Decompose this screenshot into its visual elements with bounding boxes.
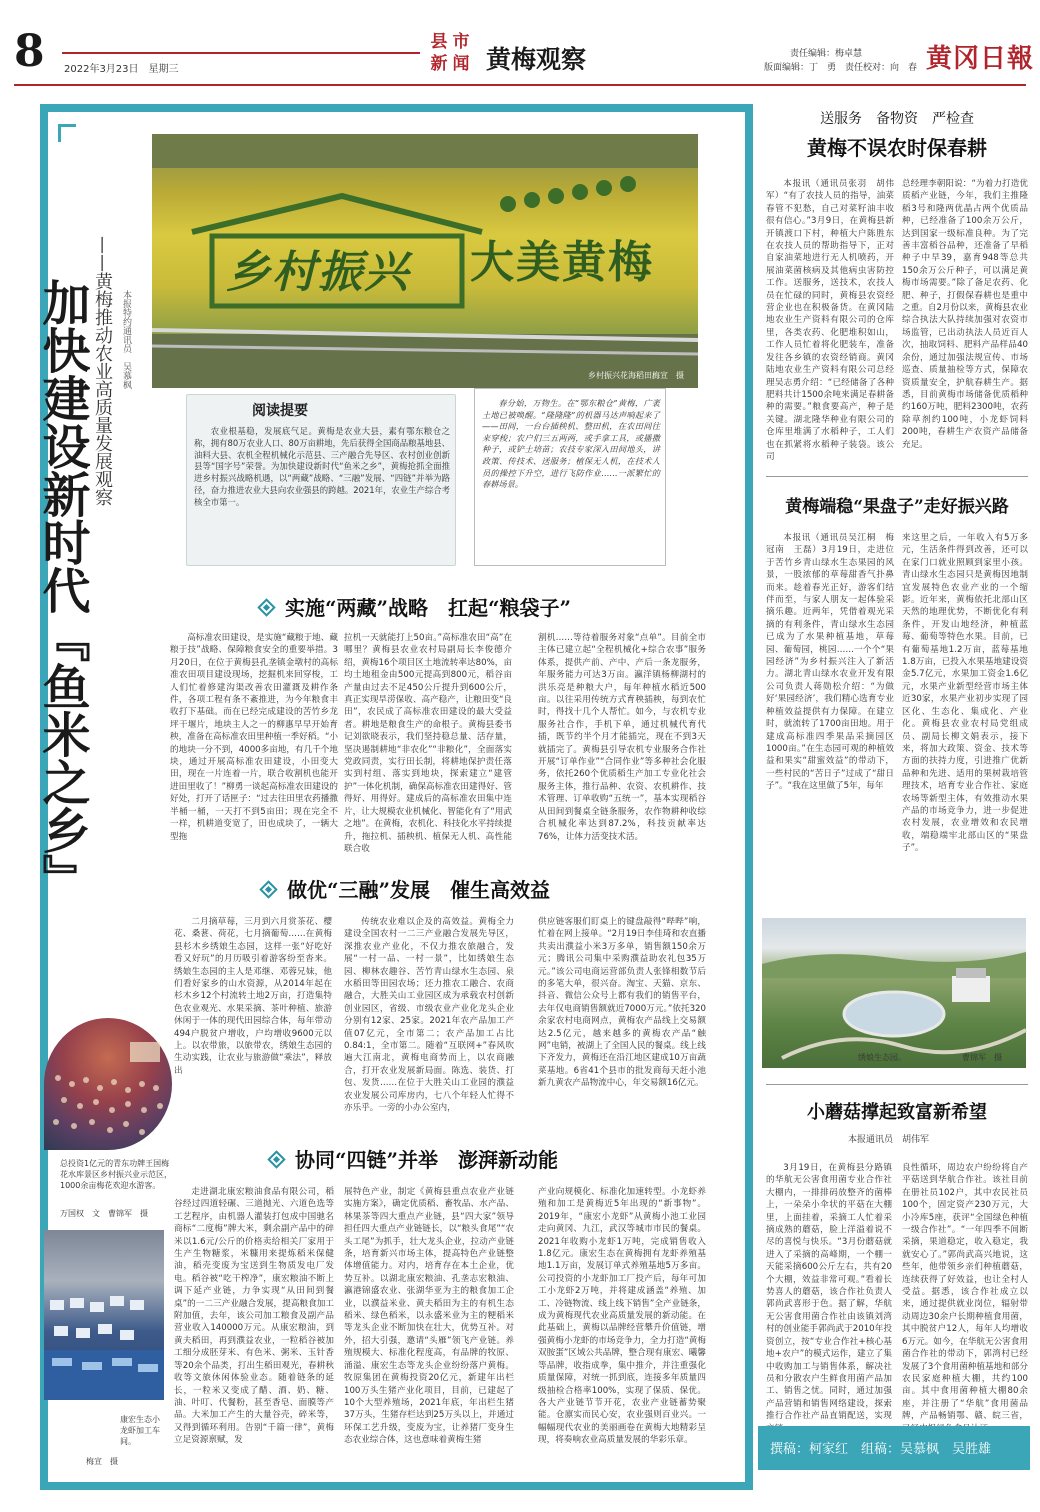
plant-credit: 梅宣 摄	[86, 1457, 118, 1466]
section3-col2: 展特色产业，制定《黄梅县重点农业产业链实施方案》，确定优质稻、畜牧品、水产品、林果茶等四大重点产业链，县“四大家”领导担任四大重点产业链链长，以“粮头食尾”“农头工尾”为抓手，壮大龙头企业，拉动产业链条，培育新兴市场主体，提高特色产业链整体增值能力。对内，培育存在本土企业，优势互补。以湖北康宏粮油、孔垄志宏粮油、瀛港锦盛农业、张湖华亚为主的粮食加工企业，以濮益米业、黄夫稻田为主的有机生态稻米、绿色稻米，以永盛米业为主的粳稻米等龙头企业不断加快在壮大，优势互补。对外，招大引强，邀请“头雁”领飞产业链。养殖规模大、标准化程度高，有品牌的牧原、涌溢、康宏生态等龙头企业纷纷落户黄梅。牧原集团在黄梅投资20亿元，新建年出栏100万头生猪产业化项目，目前，已建起了10个大型养殖场，2021年底，年出栏生猪37万头，生猪存栏达到25万头以上，并通过环保工艺升级，变废为宝，让养猪厂变身生态农业综合体，这也意味着黄梅生猪	[344, 1187, 514, 1446]
footer-credits: 撰稿：柯家红 组稿：吴慕枫 吴胜雄	[770, 1442, 992, 1457]
intro-text: 春分始，万物生。在“鄂东粮仓”黄梅，广袤土地已被唤醒。“隆隆隆”的机器马达声响起来了——田间，一台台插秧机、整田机，在农田间往来穿梭；农户们三五两两，或手拿工具，或播撒种子，或铲土培苗；农技专家深入田间地头，讲政策、传技术、送服务；植保无人机，在技术人员的操控下升空，进行飞防作业……一派繁忙的春耕场景。	[482, 398, 660, 490]
header-rule	[14, 84, 1026, 86]
reading-tips-body: 农业根基稳，发展底气足。黄梅是农业大县，素有鄂东粮仓之称，拥有80万农业人口、80万亩耕地，先后获得全国商品粮基地县、油料大县、农机全程机械化示范县、三产融合先导区、农村创业创新县等“国字号”荣誉。为加快建设新时代“鱼米之乡”，黄梅抢抓全面推进乡村振兴战略机遇，以“两藏”战略、“三融”发展、“四链”并举为路径，奋力推进农业大县向农业强县的跨越。2021年，农业生产综合考核全市第一。	[194, 426, 450, 507]
section-marker-icon	[259, 880, 277, 898]
plant-caption: 康宏生态小龙虾加工车间。	[120, 1415, 160, 1446]
section1-col1: 高标准农田建设，是实施“藏粮于地、藏粮于技”战略、保障粮食安全的重要举措。3月20日，在位于黄梅县孔垄镇金墩村的高标准农田项目建设现场，挖掘机来回穿梭，工人们忙着修建沟渠改善农田灌溉及耕作条件，各项工程有条不紊推进，为今年粮食丰收打下基础。而在已经完成建设的苦竹乡龙坪干堰片，地块主人之一的柳惠早早开始育秧，准备在高标准农田里种植一季好稻。“小的地块一分不到，4000多亩地，有几千个地块，通过开展高标准农田建设，小田变大田，现在一片连着一片，联合收割机也能开进田里收了！”柳勇一谈起高标准农田建设的好处，打开了话匣子：“过去往田里农药播撒半桶一桶，一天打不到5亩田；现在完全不一样，机耕道变宽了，田也成块了，一辆大型拖	[170, 633, 338, 842]
main-headline: 加快建设新时代『鱼米之乡』	[34, 278, 90, 902]
section3-col3: 产业向规模化、标准化加速转型。小龙虾养殖和加工是黄梅近5年出现的“新事物”。2019年，“康宏小龙虾”从黄梅小池工业园走向黄冈、九江，武汉等城市市民的餐桌。2021年收购小龙虾1万吨，完成销售收入1.8亿元。康宏生态在黄梅拥有龙虾养殖基地1.1万亩，发展订单式养殖基地5万多亩。公司投资的小龙虾加工厂投产后，每年可加工小龙虾2万吨，并将建成涵盖“养殖、加工、冷链物流、线上线下销售”全产业链条，成为黄梅现代农业高质量发展的新动能。在此基础上，黄梅以品牌经营攀升价值链，增强黄梅小龙虾的市场竞争力，全力打造“黄梅双胺蛋”区域公共品牌，整合现有康宏、曦馨等品牌，收指成拳，集中推介，并注重强化质量保障，对统一抓到底，连接多年质量四级抽检合格率100%，实现了保质、保优。各大产业链节节开花，农业产业链蓄势聚能。仓廪实而民心安，农业强则百业兴。一幅幅现代农业的美丽画卷在黄梅大地精彩呈现，将奏响农业高质量发展的华彩乐章。	[538, 1187, 706, 1446]
editor-line-2: 版面编辑：丁 勇 责任校对：向 春	[764, 63, 918, 73]
section1-heading	[260, 592, 571, 621]
article3-byline: 本报通讯员 胡伟军	[848, 1135, 930, 1145]
section3-title: 协同“四链”并举 澎湃新动能	[295, 1148, 559, 1172]
section2-heading	[262, 874, 550, 903]
article3-title: 小蘑菇撑起致富新希望	[807, 1102, 987, 1123]
field-text-a: 乡村振兴	[226, 247, 410, 298]
festival-caption: 总投资1亿元的青东功牌王国梅花水库景区乡村振兴业示范区，1000余亩梅花欢迎水游客。	[60, 1159, 172, 1190]
section2-col1: 二月摘草莓，三月到六月赏茶花、樱花、桑葚、荷花，七月摘葡萄……在黄梅县杉木乡绣娘生态园，这样一张“好吃好看又好玩”的月历吸引着游客纷至沓来。绣娘生态园的主人是邓继、邓蓉兄妹，他们看好家乡的山水资源，从2014年起在杉木乡12个村流转土地2万亩，打造集特色农业观光、水果采摘、茶叶种植、旅游休闲于一体的现代田园综合体，每年带动494户脱贫户增收，户均增收9600元以上。以农带旅，以旅带农，绣娘生态园的生动实践，让农业与旅游做“乘法”，释放出	[174, 917, 332, 1076]
park-caption: 绣娘生态园。	[858, 1053, 906, 1062]
festival-credit: 万国权 文 曹锦军 摄	[60, 1209, 148, 1218]
aerial-credit: 梅宣 摄	[652, 371, 684, 380]
article3-col2: 良性循环，周边农户纷纷将自产平菇送到华航合作社。该社目前在册社员102户，其中农民社员100个，固定资产230万元，大小冷库5座，获评“全国绿色种植一级合作社”。“一年四季不间断采摘，果道稳定，收入稳定，我就安心了。”郭尚武高兴地说，这些年，他带领乡亲们种植蘑菇，连续获得了好效益，也让全村人受益。据悉，该合作社成立以来，通过提供就业岗位，辐射带动周边30余户长期种植食用菌，其中脱贫户12人，每年人均增收6万元。如今，在华航无公害食用菌合作社的带动下，郭湾村已经发展了3个食用菌种植基地和部分农民家庭种植大棚，共约100亩。其中食用菌种植大棚80余座，并注册了“华航”食用菌品牌，产品畅销鄂、赣、皖三省，	[902, 1163, 1028, 1422]
rule-1	[766, 476, 1028, 477]
section3-heading	[270, 1144, 558, 1173]
editor-line-1: 责任编辑：梅卓慧	[790, 49, 863, 59]
rule-2	[766, 1084, 1028, 1085]
section-marker-icon	[257, 598, 275, 616]
park-credit: 曹锦军 摄	[962, 1053, 1002, 1062]
article1-col1: 本报讯（通讯员张羽 胡伟军）“有了农技人员的指导，油菜春管不犯愁，自己对菜籽油丰收很有信心。”3月9日，在黄梅县新开镇渡口下村，种植大户陈胜东在农技人员的帮助指导下，正对自家油菜地进行无人机喷药，开展油菜菌核病及其他病虫害防控工作。送服务，送技术，农技人员在忙碌的同时，黄梅县农资经营企业也在积极备货。在黄冈陆地农业生产资料有限公司的仓库里，各类农药、化肥堆积如山，工作人员忙着将化肥装车，准备发往各乡镇的农资经销商。黄冈陆地农业生产资料有限公司总经理吴志勇介绍：“已经储备了各种肥料共计1500余吨来满足春耕备种的需要。”粮食要高产，种子是关键。湖北隆华种业有限公司的仓库里堆满了水稻种子，工人们也在抓紧将水稻种子装袋。该公司	[766, 179, 894, 462]
section3-col1: 走进湖北康宏粮油食品有限公司，稻谷经过四道轻碾、三道抛光、六道色选等工艺程序，由机器人灌装打包成中国驰名商标“二度梅”牌大米，剩余副产品中的碎米以1.6元/公斤的价格卖给相关厂家用于生产生物糖浆，米糠用来提炼稻米保健油，稻壳变废为宝送到生物质发电厂发电。稻谷被“吃干榨净”，康宏粮油不断上调下延产业链，力争实现“从田间到餐桌”的一二三产业融合发展，提高粮食加工附加值，去年，该公司加工粮食及副产品营业收入140000万元。从康宏粮油，到黄夫稻田，再到濮益农业，一粒稻谷被加工细分成胚芽米、有色米、粥米、玉针香等20余个品类，打出生稻田观光，春耕秋收等文旅休闲体验业态。随着链条的延长，一粒米又变成了醋、酒、奶、糖、油、叶叮、代餐粉，甚至香皂、面膜等产品。大米加工产生的大量谷壳，碎米等，又得到循环利用。告别“千篇一律”，黄梅立足资源禀赋，发	[174, 1187, 334, 1446]
article1-col2: 总经理李朝阳说：“为着力打造优质稻产业链，今年，我们主推隆稻3号和隆两优晶占两个优质品种，已经准备了100余万公斤，达到国家一级标准良种。为了完善丰富稻谷品种，还准备了早稻种子中早39，嘉育948等总共150余万公斤种子，可以满足黄梅市场需要。”除了备足农药、化肥、种子，打假保春耕也是重中之重。自2月份以来，黄梅县农业综合执法大队持续加强对农资市场监管，已出动执法人员近百人次，抽取饲料、肥料产品样品40余份，通过加强法规宣传、市场巡查、质量抽检等方式，保障农资质量安全，护航春耕生产。据悉，目前黄梅市场储备优质稻种约160万吨，肥料2300吨，农药除草剂约100吨，小龙虾饲料200吨，春耕生产农资产品储备充足。	[902, 179, 1028, 450]
aerial-field-photo	[152, 134, 698, 388]
section-title: 黄梅观察	[486, 45, 587, 74]
page-number: 8	[14, 26, 45, 77]
section2-col3: 供应链客服们盯桌上的键盘敲得“哔哔”响，忙着在网上接单。“2月19日李佳琦和农直播共卖出濮益小米3万多单，销售额150余万元；腾讯公司集中采购濮益助农礼包35万元。”该公司电商运营部负责人张锋相数节后的多笔大单，很兴奋。淘宝、天猫、京东、抖音、微信公众号上都有我们的销售平台，去年仅电商销售额就近7000万元。”依托320余家农村电商网点，黄梅农产品线上交易额达2.5亿元，越来越多的黄梅农产品“触网”电销，被湖上了全国人民的餐桌。线上线下齐发力，黄梅还在沿江地区建成10万亩蔬菜基地。6省41个县市的批发商每天赶小池新九黄农产品物流中心，年交易额16亿元。	[538, 917, 706, 1089]
article2-title: 黄梅端稳“果盘子”走好振兴路	[785, 497, 1009, 517]
section2-title: 做优“三融”发展 催生高效益	[287, 878, 551, 902]
masthead: 黄冈日報	[926, 44, 1035, 74]
park-photo	[762, 918, 1026, 1068]
aerial-caption: 乡村振兴花海稻田。	[588, 371, 660, 380]
section1-title: 实施“两藏”战略 扛起“粮袋子”	[285, 596, 572, 620]
corner-ornament	[58, 124, 76, 142]
main-subtitle: ——黄梅推动农业高质量发展观察	[92, 236, 113, 506]
issue-date: 2022年3月23日 星期三	[64, 64, 179, 75]
section2-col2: 传统农业难以企及的高效益。黄梅全力建设全国农村一二三产业融合发展先导区，深推农业产业化，不仅力推农旅融合，发展“一村一品、一村一景”，比如绣娘生态园、柳林农趣谷、苦竹青山绿水生态园、泉水稻田等田园农场；还力推农工融合、农商融合，大胜关山工业园区成为承载农村创新创业园区，省级、市级农业产业化龙头企业分别有12家、25家。2021年农产品加工产值07亿元，全市第二；农产品加工占比0.84:1，全市第二。随着“互联网+”春风吹遍大江南北，黄梅电商势而上，以农商融合，打开农业发展新局面。陈选、装货、打包、发货……在位于大胜关山工业园的濮益农业发展公司库房内，七八个年轻人忙得不亦乐乎。一旁的小办公室内，	[344, 917, 514, 1114]
field-text-b: 大美黄梅	[470, 237, 654, 288]
article1-kicker: 送服务 备物资 严检查	[820, 111, 974, 127]
main-byline: 本报特约通讯员 吴慕枫	[121, 290, 131, 389]
logo-county-news: 县 市 新 闻	[430, 32, 470, 74]
section1-col3: 割机……等待着服务对象“点单”。目前全市主体已建立起“全程机械化+综合农事”服务体系，提供产前、产中、产后一条龙服务，年服务能力可达3万亩。瀛洋镇杨柳湖村的洪乐亮是种粮大户，每年种植水稻近500亩。以往采用传统方式育秧插秧，每到农忙时，得找十几个人帮忙。如今，与农机专业服务社合作，手机下单，通过机械代育代插，既节约半个月才能插完，现在不到3天就插完了。黄梅县引导农机专业服务合作社开展“订单作业”“合同作业”等多种社会化服务，依托260个优质稻生产加工专业化社会服务主体，推行品种、农资、农机耕作、技术管理、订单收购“五统一”，基本实现稻谷从田间到餐桌全链条服务，农作物耕种收综合机械化率达到87.2%，科技贡献率达76%，让体力活变技术活。	[538, 633, 706, 842]
reading-tips-title: 阅读提要	[252, 403, 308, 419]
article3-col1: 3月19日，在黄梅县分路镇的华航无公害食用菌专业合作社大棚内，一排排码放整齐的菌棒上，一朵朵小伞状的平菇在大棚里，上面挂着，采摘工人忙着采摘成熟的蘑菇，脸上洋溢着说不尽的喜悦与快乐。“3月份蘑菇就进入了采摘的高峰期，一个棚一天能采摘600公斤左右，共有20个大棚，效益非常可观。”看着长势喜人的蘑菇，该合作社负责人郭尚武喜形于色。据了解，华航无公害食用菌合作社由该镇刘湾村的创业能手郭尚武于2010年投资创立，按“专业合作社+核心基地+农户”的模式运作，建立了集中收购加工与销售体系，解决社员和分散农户生鲜食用菌产品加工、销售之忧。同时，通过加强产品营销和销售网络建设，探索推行合作社产品直销配送，实现	[766, 1163, 892, 1422]
processing-plant-photo	[44, 1230, 164, 1400]
article2-col1: 本报讯（通讯员吴江桐 梅冠南 王磊）3月19日，走进位于苦竹乡青山绿水生态果园的风景，一股浓郁的草莓甜香气扑鼻而来。趁着春光正好，游客们结伴而至，与家人朋友一起体验采摘乐趣。近两年，凭借着观光采摘的有利条件，青山绿水生态园已成为了水果种植基地，草莓园、葡萄园，桃园……一个个“果园经济”为乡村振兴注入了新活力。湖北青山绿水农业开发有限公司负责人蒋勋松介绍：“为做好‘果园经济’，我们精心选育专业种植效益提供有力保障。在建立时，就流转了1700亩田地。用于建成高标准四季果品采摘园区1000亩。”在生态园可观的种植效益和果实“甜蜜效益”的带动下，一些村民的“苦日子”过成了“甜日子”。“我在这里做了5年，每年	[766, 533, 894, 792]
article2-col2: 来这里之后，一年收入有5万多元，生活条件得到改善，还可以在家门口就业照顾到家里小孩。青山绿水生态园只是黄梅因地制宜发展特色农业产业的一个缩影。近年来，黄梅依托北部山区天然的地理优势，不断优化有利条件，开发山地经济，种植蓝莓、葡萄等特色水果。目前，已有葡萄基地1.2万亩，蓝莓基地1.8万亩，已投入水果基地建设资金5.7亿元，水果加工资金1.6亿元，水果产业新型经营市场主体近30家，水果产业初步实现了园区化、生态化、集成化、产业化。黄梅县农业农村局党组成员、副局长柳文娟表示，接下来，将加大政策、资金、技术等方面的扶持力度，引进推广优新品种和先进、适用的果树栽培管理技术，培育专业合作社、家庭农场等新型主体，有效推动水果产品的市场竞争力，进一步促进农村发展，农业增效和农民增收，端稳端牢北部山区的“果盘子”。	[902, 533, 1028, 854]
header-rule-left	[62, 52, 420, 54]
section1-col2: 拉机一天就能打上50亩。”高标准农田“高”在哪里？黄梅县农业农村局副局长李俊德介绍，黄梅16个项目区土地流转率达80%，亩均土地租金由500元提高到800元，稻谷亩产量由过去不足450公斤提升到600公斤，真正实现旱涝保收、高产稳产，让粮田变“良田”，农民成了高标准农田建设的最大受益者。耕地是粮食生产的命根子。黄梅县委书记刘欲晓表示，我们坚持稳总量、活存量，坚决遏制耕地“非农化”“非粮化”，全面落实党政同责，实行田长制，将耕地保护责任落实到村组、落实到地块，探索建立“建管护”一体化机制，确保高标准农田建得好、管得好、用得好。建成后的高标准农田集中连片，让大规模农业机械化、智能化有了“用武之地”。在黄梅，农机化、科技化水平持续提升，拖拉机、插秧机、植保无人机、高性能联合收	[344, 633, 512, 854]
section-marker-icon	[267, 1150, 285, 1168]
festival-crowd-photo	[44, 1018, 172, 1150]
article1-title: 黄梅不误农时保春耕	[807, 136, 987, 160]
